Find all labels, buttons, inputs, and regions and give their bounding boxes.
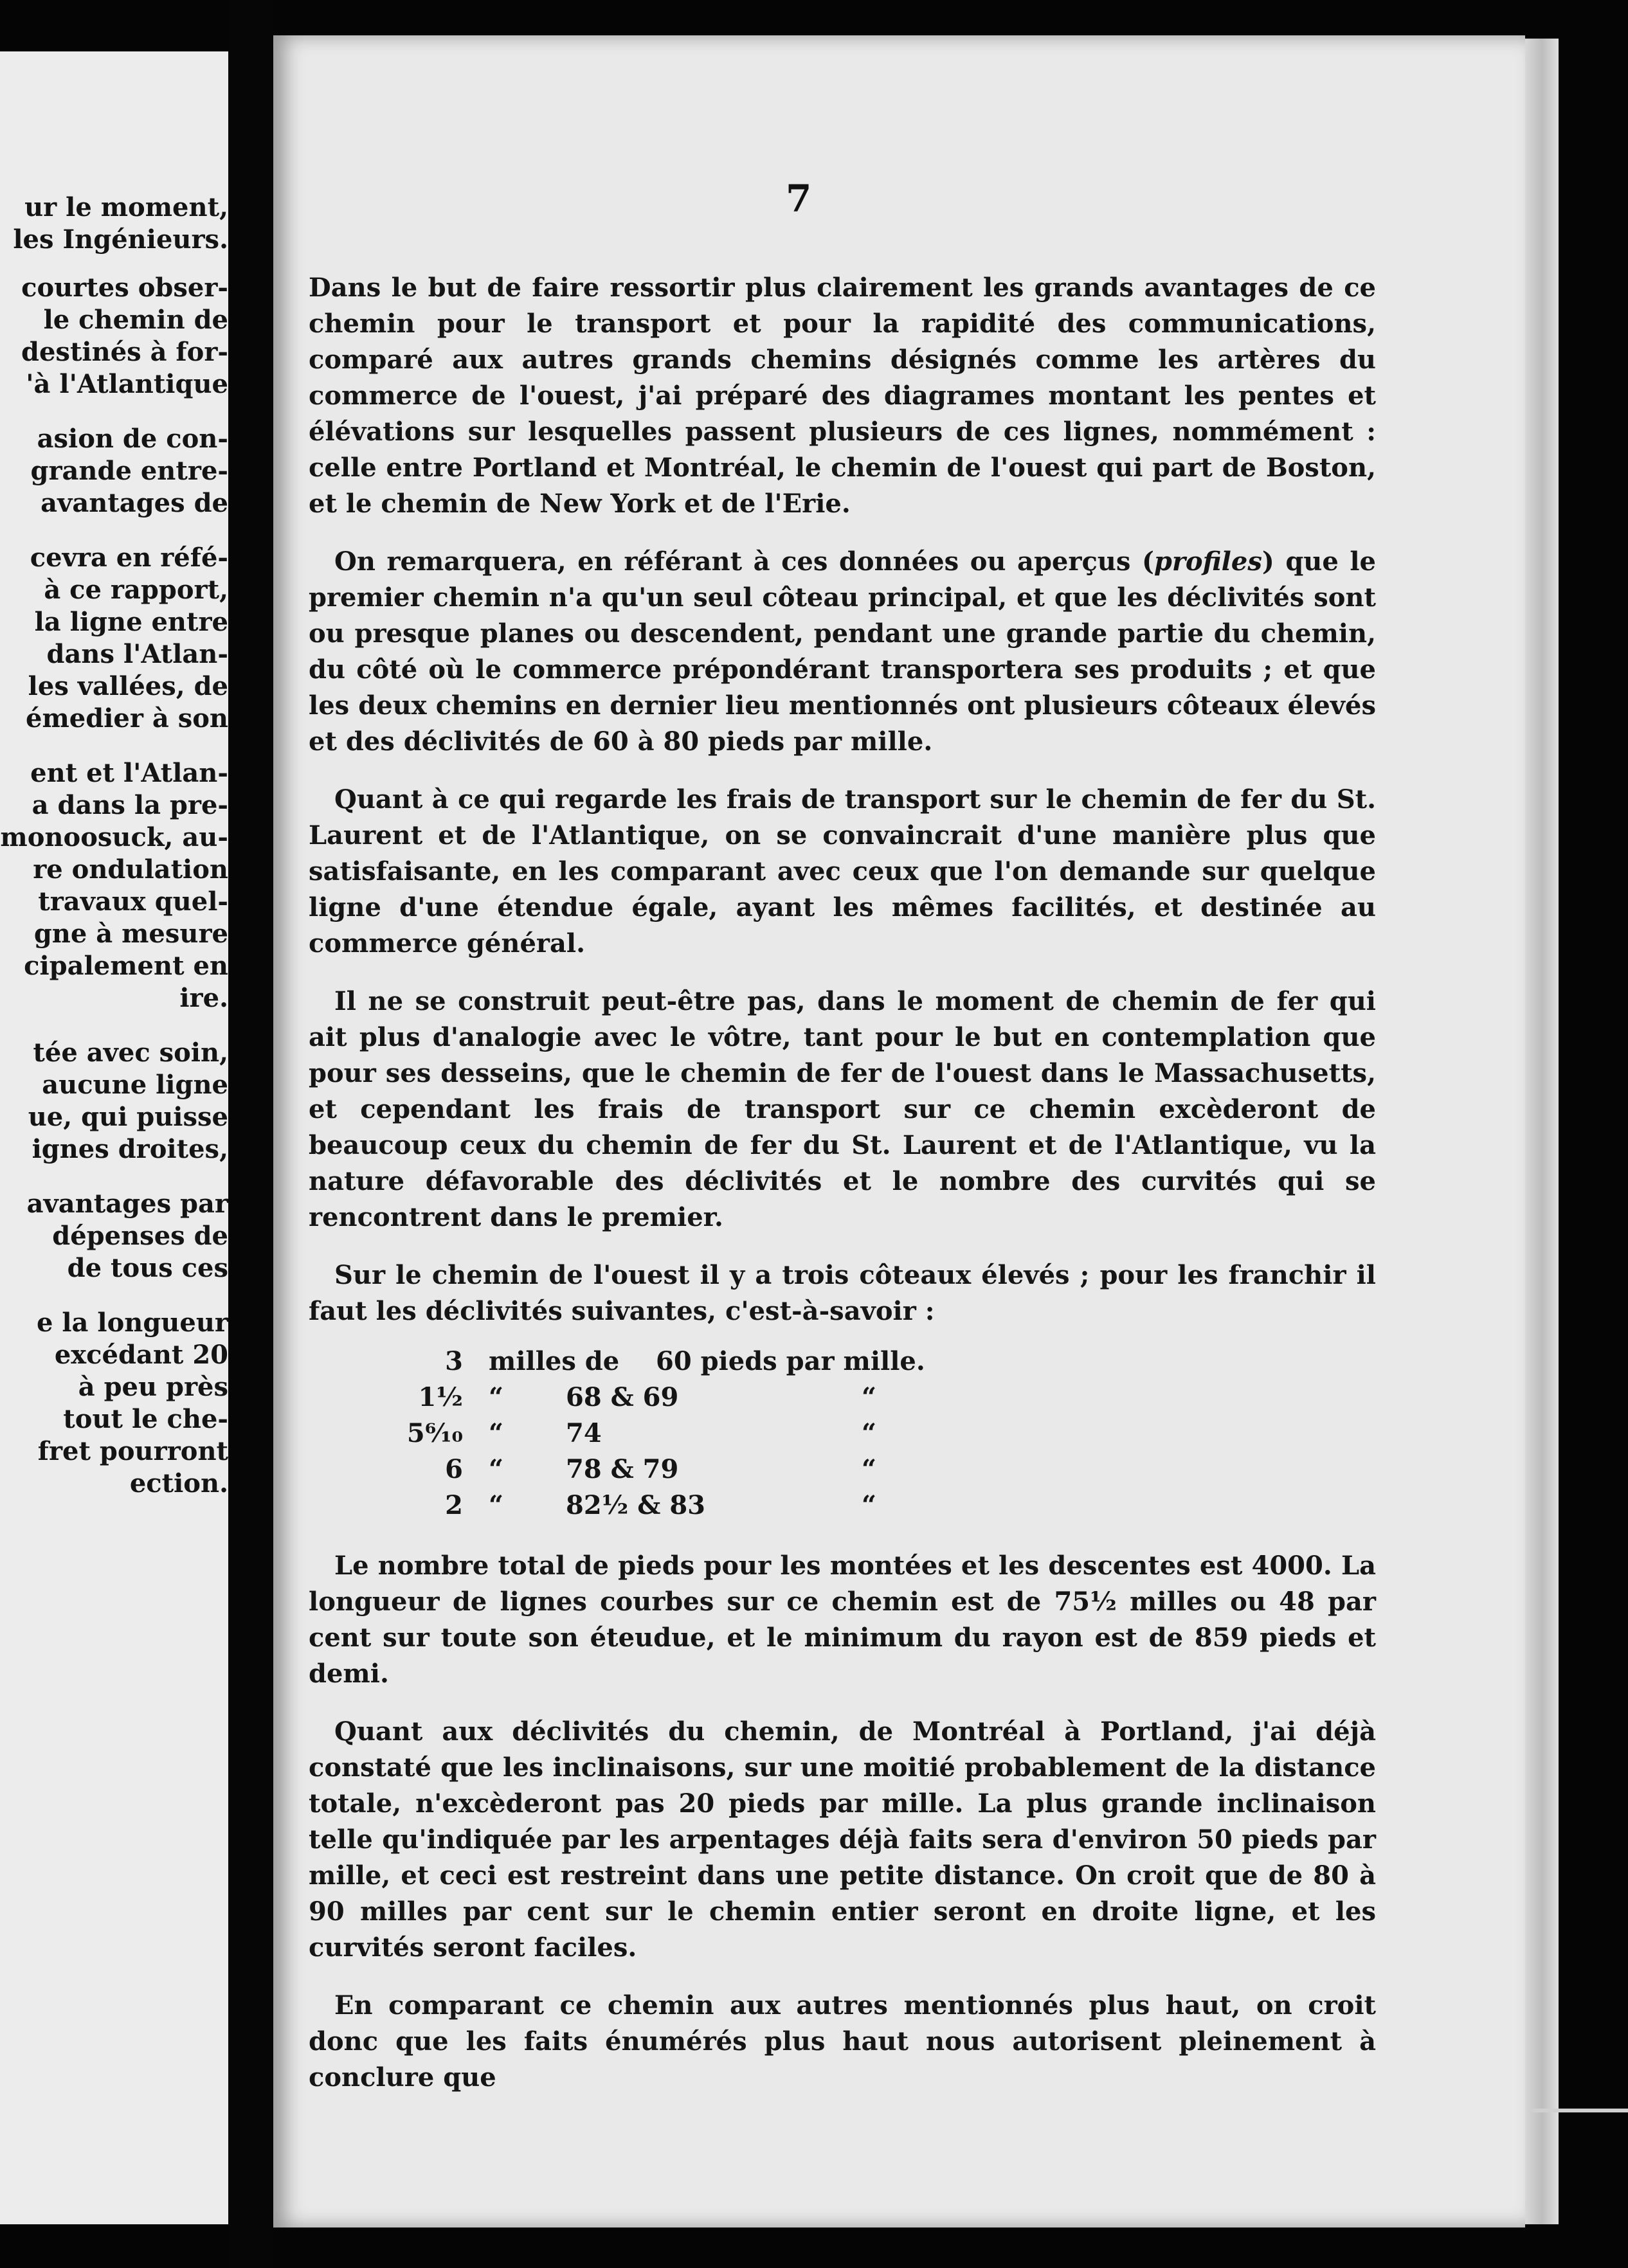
grades-row: [309, 1452, 1376, 1488]
grades-cell-sep: “: [489, 1418, 504, 1448]
left-page-line: avantages de: [41, 488, 228, 518]
paragraph-2-emphasis: profiles: [1153, 546, 1262, 577]
grades-cell-ditto: “: [862, 1418, 877, 1448]
left-page-line: asion de con-: [37, 424, 228, 454]
left-page-line: ent et l'Atlan-: [30, 758, 228, 788]
grades-cell-sep: milles de: [489, 1346, 620, 1376]
grades-row: [309, 1488, 1376, 1524]
left-page-line: dépenses de: [52, 1221, 228, 1251]
book-spine: [228, 0, 273, 2268]
left-page-line: cipalement en: [24, 951, 228, 981]
left-page-line: cevra en réfé-: [30, 543, 228, 573]
left-page-line: tée avec soin,: [33, 1038, 228, 1068]
main-text: [309, 270, 1376, 2118]
left-page-line: monoosuck, au-: [0, 822, 228, 852]
grades-cell-miles: 5⁶⁄₁₀: [406, 1418, 463, 1448]
left-page-line: courtes obser-: [21, 273, 228, 303]
left-page-line: excédant 20: [54, 1340, 228, 1370]
left-page-line: a dans la pre-: [32, 790, 228, 820]
grades-cell-miles: 3: [445, 1346, 463, 1376]
grades-cell-value: 60 pieds par mille.: [656, 1346, 925, 1376]
left-page-line: 'à l'Atlantique: [26, 369, 228, 399]
grades-cell-miles: 2: [445, 1490, 463, 1520]
paragraph-3: Quant à ce qui regarde les frais de transport sur le chemin de fer du St. Laurent et de l'Atlantique, on se convaincrait d'une manière plus que satisfaisante, en les comparant avec ceux que l'on demande sur quelque ligne d'une étendue égale, ayant les mêmes facilités, et destinée au commerce général.: [309, 784, 1376, 959]
left-page-line: avantages par: [26, 1189, 228, 1219]
paragraph-4: Il ne se construit peut-être pas, dans le moment de chemin de fer qui ait plus d'analogie avec le vôtre, tant pour le but en contemplation que pour ses desseins, que le chemin de fer de l'ouest dans le Massachusetts, et cependant les frais de transport sur ce chemin excèderont de beaucoup ceux du chemin de fer du St. Laurent et de l'Atlantique, vu la nature défavorable des déclivités et le nombre des curvités qui se rencontrent dans le premier.: [309, 986, 1376, 1232]
left-page-line: gne à mesure: [33, 919, 228, 949]
grades-row: [309, 1416, 1376, 1452]
left-page-line: la ligne entre: [34, 607, 228, 637]
paragraph-5: Sur le chemin de l'ouest il y a trois côteaux élevés ; pour les franchir il faut les déclivités suivantes, c'est-à-savoir :: [309, 1260, 1376, 1326]
grades-row: [309, 1380, 1376, 1416]
left-page-line: re ondulation: [33, 854, 228, 885]
grades-cell-value: 78 & 79: [566, 1454, 679, 1484]
left-page-line: ection.: [129, 1468, 228, 1498]
page-edge: [1525, 39, 1559, 2224]
paragraph-6: Le nombre total de pieds pour les montées et les descentes est 4000. La longueur de lignes courbes sur ce chemin est de 75½ milles ou 48 par cent sur toute son éteudue, et le minimum du rayon est de 859 pieds et demi.: [309, 1551, 1376, 1689]
page-number: 7: [786, 177, 812, 221]
left-page-line: ignes droites,: [32, 1134, 228, 1164]
grades-table: [309, 1344, 1376, 1524]
left-page-line: ire.: [179, 983, 228, 1013]
grades-cell-ditto: “: [862, 1382, 877, 1412]
grades-cell-value: 74: [566, 1418, 602, 1448]
grades-cell-sep: “: [489, 1490, 504, 1520]
left-page-line: e la longueur: [36, 1308, 228, 1338]
left-page-line: grande entre-: [30, 456, 228, 486]
grades-cell-ditto: “: [862, 1454, 877, 1484]
grades-cell-miles: 1½: [418, 1382, 463, 1412]
paragraph-2-start: On remarquera, en référant à ces données ou aperçus (: [334, 546, 1154, 577]
left-page-line: les vallées, de: [28, 671, 228, 701]
left-page-line: tout le che-: [63, 1404, 228, 1434]
left-page-line: à ce rapport,: [44, 575, 228, 605]
left-page-line: aucune ligne: [42, 1070, 228, 1100]
page-bottom-edge: [1530, 2109, 1628, 2112]
paragraph-2: [309, 544, 1376, 760]
paragraph-2-end: ) que le premier chemin n'a qu'un seul côteau principal, et que les déclivités sont ou presque planes ou descendent, pendant une grande partie du chemin, du côté où le commerce prépondérant transportera ses produits ; et que les deux chemins en dernier lieu mentionnés ont plusieurs côteaux élevés et des déclivités de 60 à 80 pieds par mille.: [309, 546, 1377, 757]
paragraph-1: Dans le but de faire ressortir plus clairement les grands avantages de ce chemin pour le transport et pour la rapidité des communications, comparé aux autres grands chemins désignés comme les artères du commerce de l'ouest, j'ai préparé des diagrames montant les pentes et élévations sur lesquelles passent plusieurs de ces lignes, nommément : celle entre Portland et Montréal, le chemin de l'ouest qui part de Boston, et le chemin de New York et de l'Erie.: [309, 273, 1376, 519]
left-page-line: émedier à son: [26, 703, 228, 734]
grades-cell-sep: “: [489, 1454, 504, 1484]
left-page-line: ue, qui puisse: [28, 1102, 228, 1132]
grades-row: [309, 1344, 1376, 1380]
left-page-line: destinés à for-: [21, 337, 228, 367]
left-page-line: le chemin de: [43, 305, 228, 335]
left-page-line: fret pourront: [37, 1436, 228, 1466]
grades-cell-value: 68 & 69: [566, 1382, 679, 1412]
left-page-line: les Ingénieurs.: [13, 224, 228, 255]
grades-cell-sep: “: [489, 1382, 504, 1412]
left-page-line: de tous ces: [67, 1253, 228, 1283]
grades-cell-value: 82½ & 83: [566, 1490, 706, 1520]
left-page-fragment: [0, 51, 228, 2224]
left-page-line: à peu près: [78, 1372, 228, 1402]
left-page-line: travaux quel-: [38, 887, 228, 917]
grades-cell-miles: 6: [445, 1454, 463, 1484]
left-page-line: dans l'Atlan-: [46, 639, 228, 669]
left-page-line: ur le moment,: [24, 192, 228, 222]
grades-cell-ditto: “: [862, 1490, 877, 1520]
paragraph-8: En comparant ce chemin aux autres mentionnés plus haut, on croit donc que les faits énumérés plus haut nous autorisent pleinement à conclure que: [309, 1990, 1376, 2092]
paragraph-7: Quant aux déclivités du chemin, de Montréal à Portland, j'ai déjà constaté que les inclinaisons, sur une moitié probablement de la distance totale, n'excèderont pas 20 pieds par mille. La plus grande inclinaison telle qu'indiquée par les arpentages déjà faits sera d'environ 50 pieds par mille, et ceci est restreint dans une petite distance. On croit que de 80 à 90 milles par cent sur le chemin entier seront en droite ligne, et les curvités seront faciles.: [309, 1716, 1376, 1963]
